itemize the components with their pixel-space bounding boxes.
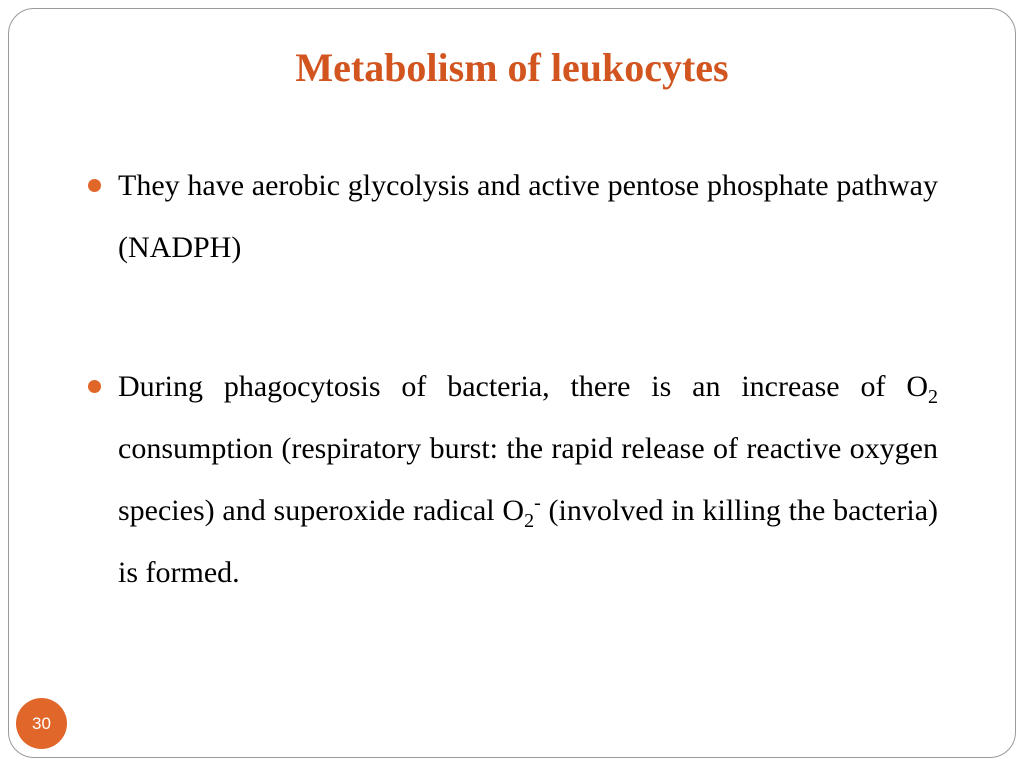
subscript-2-superoxide: 2 <box>524 510 535 532</box>
bullet-text-2-part3: (involved in killing the bacteria) is formed. <box>118 494 938 589</box>
bullet-text-1: They have aerobic glycolysis and active pentose phosphate pathway (NADPH) <box>118 169 938 264</box>
bullet-text-2-part2: consumption (respiratory burst: the rapid release of reactive oxygen species) and superoxide radical O <box>118 432 938 527</box>
bullet-item-2 <box>118 356 938 604</box>
subscript-2: 2 <box>928 386 938 408</box>
superscript-minus: - <box>534 492 541 514</box>
slide-title: Metabolism of leukocytes <box>295 45 729 90</box>
bullet-text-2-part1: During phagocytosis of bacteria, there is an increase of O <box>118 370 928 403</box>
bullet-dot-icon <box>88 179 101 192</box>
bullet-dot-icon <box>88 380 101 393</box>
page-number-badge: 30 <box>16 698 67 749</box>
bullet-item-1 <box>118 155 938 279</box>
